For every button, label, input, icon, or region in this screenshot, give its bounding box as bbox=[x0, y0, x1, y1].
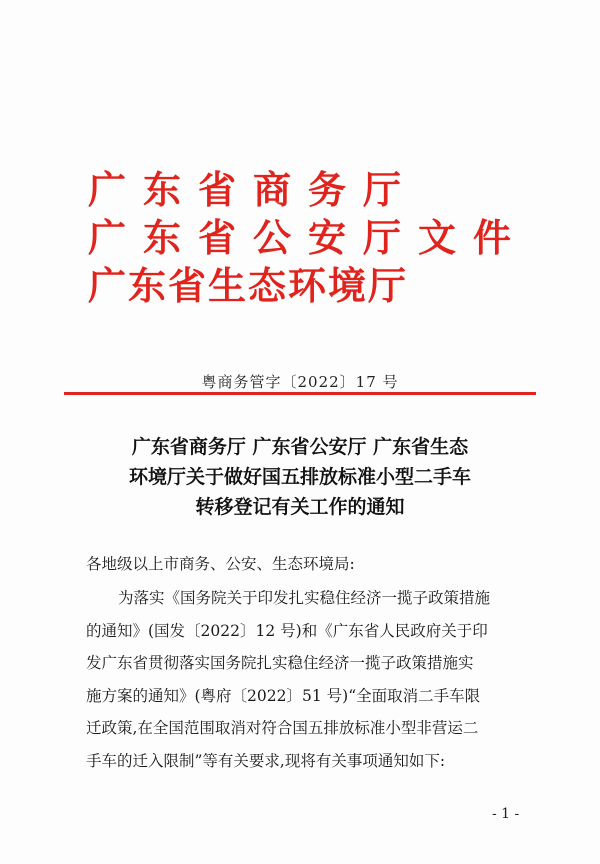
header-issuer-public-security: 广东省公安厅文件 bbox=[88, 215, 529, 260]
red-separator-line bbox=[64, 392, 536, 395]
page-number: - 1 - bbox=[492, 806, 520, 822]
paragraph-line: 手车的迁入限制”等有关要求,现将有关事项通知如下: bbox=[86, 751, 446, 770]
document-number: 粤商务管字〔2022〕17 号 bbox=[201, 373, 399, 391]
paragraph-line: 为落实《国务院关于印发扎实稳住经济一揽子政策措施 bbox=[118, 589, 491, 607]
paragraph-line: 迁政策,在全国范围取消对符合国五排放标准小型非营运二 bbox=[86, 719, 479, 737]
document-title-line: 环境厅关于做好国五排放标准小型二手车 bbox=[128, 466, 471, 488]
paragraph-line: 的通知》(国发〔2022〕12 号)和《广东省人民政府关于印 bbox=[86, 621, 488, 640]
addressee: 各地级以上市商务、公安、生态环境局: bbox=[86, 555, 355, 573]
document-title-line: 广东省商务厅 广东省公安厅 广东省生态 bbox=[131, 436, 469, 458]
body-paragraph bbox=[86, 582, 526, 777]
paragraph-line: 施方案的通知》(粤府〔2022〕51 号)“全面取消二手车限 bbox=[86, 686, 481, 705]
paragraph-line: 发广东省贯彻落实国务院扎实稳住经济一揽子政策措施实 bbox=[86, 654, 474, 672]
header-issuer-commerce: 广东省商务厅 bbox=[88, 167, 419, 212]
header-issuer-ecology: 广东省生态环境厅 bbox=[88, 263, 409, 308]
document-title bbox=[0, 432, 600, 522]
document-title-line: 转移登记有关工作的通知 bbox=[195, 496, 405, 518]
